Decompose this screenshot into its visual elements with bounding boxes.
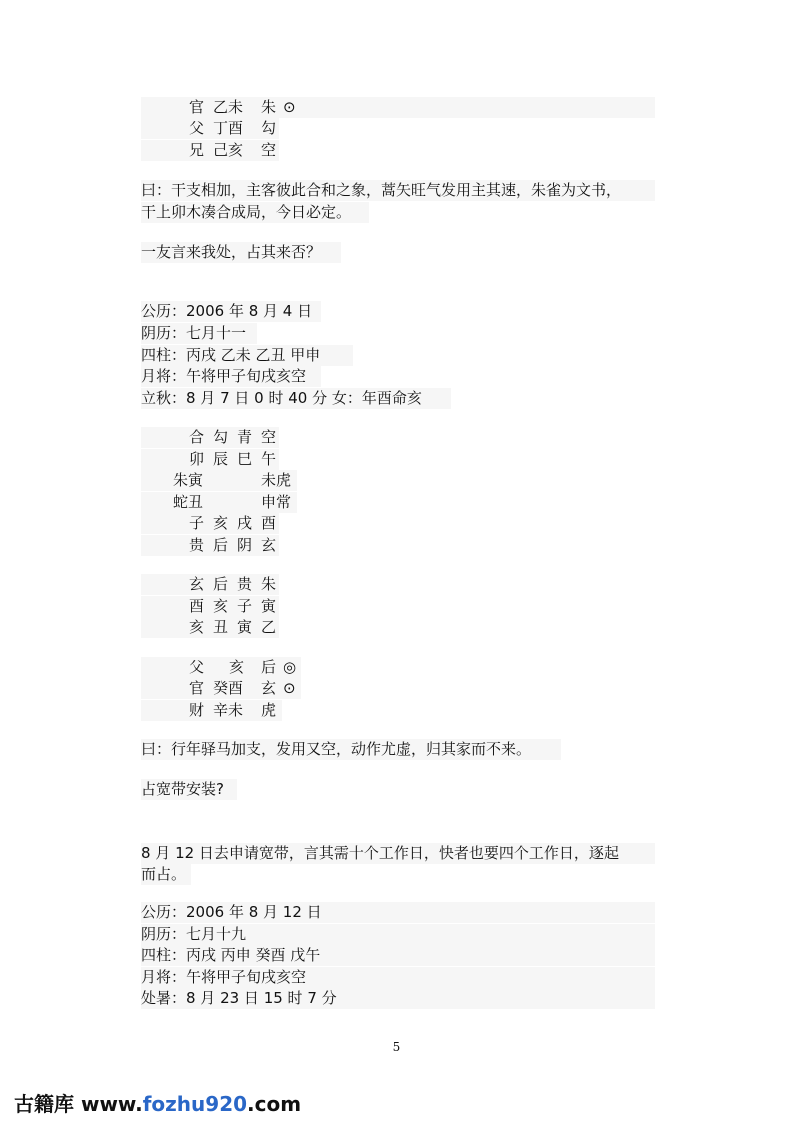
- sike-cell: 玄: [189, 575, 205, 593]
- tianpan-cell: 卯: [189, 450, 205, 468]
- tianpan-cell: 空: [261, 428, 277, 446]
- comment-2: 曰：行年驿马加支，发用又空，动作尤虚，归其家而不来。: [141, 739, 561, 760]
- tianpan-cell: 青: [237, 428, 253, 446]
- info2-yinli: 阴历：七月十九: [141, 924, 655, 945]
- sanchuan-relation: 官: [189, 679, 205, 697]
- sanchuan-relation: 父: [189, 658, 205, 676]
- sanchuan-row: [141, 700, 282, 721]
- block1-god: 朱: [261, 98, 277, 116]
- sike-cell: 子: [237, 597, 253, 615]
- block1-ganzhi: 丁酉: [213, 119, 244, 137]
- info1-yinli: 阴历：七月十一: [141, 323, 257, 344]
- tianpan-row: [141, 513, 279, 534]
- site-watermark: [14, 1088, 301, 1117]
- sanchuan-ganzhi: 辛未: [213, 701, 244, 719]
- block1-relation: 父: [189, 119, 205, 137]
- tianpan-row: [141, 470, 297, 491]
- tianpan-cell: 后: [213, 536, 229, 554]
- block1-row-3: [141, 140, 279, 161]
- sike-cell: 亥: [189, 618, 205, 636]
- block1-relation: 兄: [189, 141, 205, 159]
- tianpan-cell: 酉: [261, 514, 277, 532]
- sanchuan-mark: ⊙: [283, 679, 296, 697]
- info1-yuejiang: 月将：午将甲子旬戌亥空: [141, 366, 321, 387]
- tianpan-cell: 蛇丑: [173, 493, 204, 511]
- tianpan-cell: 合: [189, 428, 205, 446]
- tianpan-cell: 未虎: [261, 471, 292, 489]
- tianpan-cell: 亥: [213, 514, 229, 532]
- sike-cell: 乙: [261, 618, 277, 636]
- tianpan-row: [141, 535, 279, 556]
- block1-relation: 官: [189, 98, 205, 116]
- tianpan-row: [141, 492, 297, 513]
- para2-line-1: 8 月 12 日去申请宽带，言其需十个工作日，快者也要四个工作日，逐起: [141, 843, 655, 864]
- tianpan-cell: 子: [189, 514, 205, 532]
- tianpan-cell: 申常: [261, 493, 292, 511]
- tianpan-row: [141, 427, 279, 448]
- tianpan-cell: 玄: [261, 536, 277, 554]
- block1-ganzhi: 己亥: [213, 141, 244, 159]
- tianpan-row: [141, 449, 279, 470]
- sanchuan-god: 虎: [261, 701, 277, 719]
- sike-cell: 寅: [261, 597, 277, 615]
- info2-gongli: 公历：2006 年 8 月 12 日: [141, 902, 655, 923]
- sike-cell: 寅: [237, 618, 253, 636]
- tianpan-cell: 巳: [237, 450, 253, 468]
- block1-god: 勾: [261, 119, 277, 137]
- tianpan-cell: 午: [261, 450, 277, 468]
- sanchuan-row: [141, 657, 301, 678]
- watermark-part-2: fozhu920: [142, 1092, 248, 1116]
- watermark-part-1: 古籍库 www.: [14, 1092, 143, 1116]
- sanchuan-mark: ◎: [283, 658, 297, 676]
- sike-cell: 酉: [189, 597, 205, 615]
- page-number: 5: [392, 1040, 401, 1054]
- sanchuan-row: [141, 678, 301, 699]
- info1-sizhu: 四柱：丙戌 乙未 乙丑 甲申: [141, 345, 353, 366]
- sanchuan-god: 后: [261, 658, 277, 676]
- info2-sizhu: 四柱：丙戌 丙申 癸酉 戊午: [141, 945, 655, 966]
- sike-row: [141, 574, 279, 595]
- sike-cell: 丑: [213, 618, 229, 636]
- block1-row-2: [141, 118, 279, 139]
- comment1-line-2: 干上卯木凑合成局，今日必定。: [141, 202, 369, 223]
- block1-mark: ⊙: [283, 98, 296, 116]
- tianpan-cell: 朱寅: [173, 471, 204, 489]
- sanchuan-god: 玄: [261, 679, 277, 697]
- block1-row-1: [141, 97, 655, 118]
- info1-gongli: 公历：2006 年 8 月 4 日: [141, 301, 321, 322]
- sanchuan-relation: 财: [189, 701, 205, 719]
- sike-cell: 亥: [213, 597, 229, 615]
- question-1: 一友言来我处，占其来否？: [141, 242, 341, 263]
- sanchuan-ganzhi: 癸酉: [213, 679, 244, 697]
- info1-jieqi: 立秋：8 月 7 日 0 时 40 分 女：年酉命亥: [141, 388, 451, 409]
- info2-jieqi: 处暑：8 月 23 日 15 时 7 分: [141, 988, 655, 1009]
- sike-cell: 朱: [261, 575, 277, 593]
- sike-cell: 贵: [237, 575, 253, 593]
- para2-line-2: 而占。: [141, 864, 191, 885]
- tianpan-cell: 戌: [237, 514, 253, 532]
- block1-god: 空: [261, 141, 277, 159]
- sike-row: [141, 596, 279, 617]
- sike-cell: 后: [213, 575, 229, 593]
- tianpan-cell: 阴: [237, 536, 253, 554]
- tianpan-cell: 辰: [213, 450, 229, 468]
- comment1-line-1: 曰：干支相加，主客彼此合和之象，蒿矢旺气发用主其速，朱雀为文书，: [141, 180, 655, 201]
- sike-row: [141, 617, 279, 638]
- block1-ganzhi: 乙未: [213, 98, 244, 116]
- info2-yuejiang: 月将：午将甲子旬戌亥空: [141, 967, 655, 988]
- tianpan-cell: 贵: [189, 536, 205, 554]
- sanchuan-ganzhi: 亥: [229, 658, 245, 676]
- tianpan-cell: 勾: [213, 428, 229, 446]
- question-2: 占宽带安装?: [141, 779, 237, 800]
- watermark-part-3: .com: [247, 1092, 302, 1116]
